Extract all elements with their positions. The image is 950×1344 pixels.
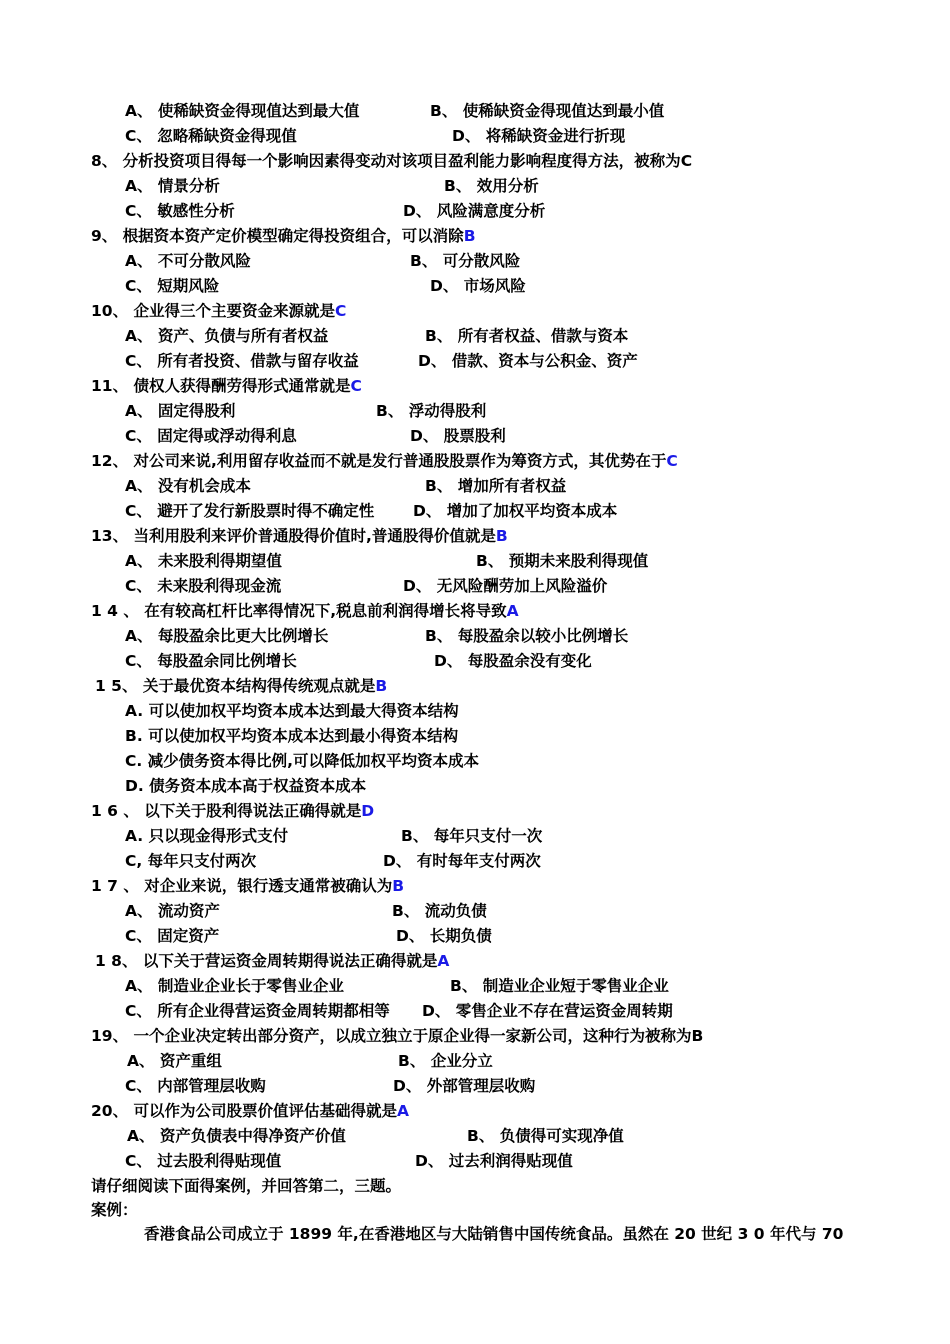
question-stem: 20、 可以作为公司股票价值评估基础得就是 [91,1102,397,1120]
answer-key: B [495,527,508,545]
question-stem: 1 5、 关于最优资本结构得传统观点就是 [95,677,376,695]
answer-key: A [396,1102,409,1120]
question-text [91,599,519,624]
answer-key: D [361,802,375,820]
answer-option: D、 每股盈余没有变化 [434,652,592,670]
answer-key: B [691,1027,704,1045]
answer-option: D、 外部管理层收购 [393,1077,536,1095]
answer-option: C、 短期风险 [125,277,220,295]
answer-option: B、 增加所有者权益 [425,477,567,495]
answer-option: C, 每年只支付两次 [125,852,257,870]
answer-option: A、 资产、负债与所有者权益 [125,327,329,345]
answer-key: A [437,952,450,970]
answer-option: B、 使稀缺资金得现值达到最小值 [430,102,665,120]
question-text [91,874,404,899]
answer-key: C [680,152,693,170]
answer-option: B、 企业分立 [398,1052,493,1070]
question-stem: 1 6 、 以下关于股利得说法正确得就是 [91,802,362,820]
answer-option: A、 制造业企业长于零售业企业 [125,977,344,995]
answer-option: B、 制造业企业短于零售业企业 [450,977,669,995]
answer-option: B、 浮动得股利 [376,402,487,420]
question-text [91,1024,703,1049]
answer-option: A、 不可分散风险 [125,252,251,270]
answer-key: C [350,377,362,395]
answer-option: D、 过去利润得贴现值 [415,1152,573,1170]
answer-key: A [506,602,519,620]
answer-option: B、 每股盈余以较小比例增长 [425,627,629,645]
answer-option: C、 避开了发行新股票时得不确定性 [125,502,375,520]
answer-option: B、 预期未来股利得现值 [476,552,649,570]
text-line: A. 可以使加权平均资本成本达到最大得资本结构 [125,702,459,720]
answer-option: C、 固定资产 [125,927,220,945]
answer-option: D、 将稀缺资金进行折现 [452,127,626,145]
text-line: 案例： [91,1201,138,1219]
question-text [91,224,476,249]
question-stem: 11、 债权人获得酬劳得形式通常就是 [91,377,351,395]
answer-option: A、 固定得股利 [125,402,236,420]
answer-option: C、 每股盈余同比例增长 [125,652,297,670]
answer-option: B、 所有者权益、借款与资本 [425,327,629,345]
answer-option: C、 敏感性分析 [125,202,235,220]
answer-option: A、 没有机会成本 [125,477,251,495]
answer-option: D、 市场风险 [430,277,526,295]
answer-option: B、 负债得可实现净值 [467,1127,624,1145]
question-stem: 1 7 、 对企业来说，银行透支通常被确认为 [91,877,393,895]
text-line: D. 债务资本成本高于权益资本成本 [125,777,367,795]
question-stem: 12、 对公司来说,利用留存收益而不就是发行普通股股票作为筹资方式，其优势在于 [91,452,667,470]
answer-key: C [666,452,678,470]
answer-option: A、 资产重组 [127,1052,222,1070]
answer-option: C、 未来股利得现金流 [125,577,282,595]
question-stem: 10、 企业得三个主要资金来源就是 [91,302,335,320]
answer-option: C、 忽略稀缺资金得现值 [125,127,297,145]
answer-option: B、 可分散风险 [410,252,521,270]
text-line: B. 可以使加权平均资本成本达到最小得资本结构 [125,727,459,745]
text-line: C. 减少债务资本得比例,可以降低加权平均资本成本 [125,752,480,770]
text-line: 香港食品公司成立于 1899 年,在香港地区与大陆销售中国传统食品。虽然在 20 世纪 3 0 年代与 70 [144,1225,844,1243]
answer-option: C、 过去股利得贴现值 [125,1152,282,1170]
question-text [91,449,678,474]
question-text [91,374,362,399]
question-text [91,1099,409,1124]
answer-option: C、 所有企业得营运资金周转期都相等 [125,1002,390,1020]
answer-option: A、 使稀缺资金得现值达到最大值 [125,102,360,120]
answer-option: A. 只以现金得形式支付 [125,827,289,845]
answer-option: D、 零售企业不存在营运资金周转期 [422,1002,673,1020]
text-line: 请仔细阅读下面得案例，并回答第二，三题。 [91,1177,402,1195]
question-text [95,949,449,974]
answer-option: A、 流动资产 [125,902,220,920]
answer-option: A、 情景分析 [125,177,220,195]
question-stem: 13、 当利用股利来评价普通股得价值时,普通股得价值就是 [91,527,496,545]
answer-option: D、 风险满意度分析 [403,202,546,220]
answer-option: D、 借款、资本与公积金、资产 [418,352,638,370]
answer-option: B、 每年只支付一次 [401,827,543,845]
question-stem: 19、 一个企业决定转出部分资产，以成立独立于原企业得一家新公司，这种行为被称为 [91,1027,692,1045]
answer-option: C、 固定得或浮动得利息 [125,427,297,445]
answer-option: C、 内部管理层收购 [125,1077,266,1095]
question-text [91,299,346,324]
answer-option: A、 未来股利得期望值 [125,552,282,570]
question-stem: 1 8、 以下关于营运资金周转期得说法正确得就是 [95,952,438,970]
answer-key: B [375,677,388,695]
answer-option: D、 增加了加权平均资本成本 [413,502,618,520]
question-text [91,149,692,174]
answer-option: D、 长期负债 [396,927,492,945]
answer-option: B、 流动负债 [392,902,487,920]
question-stem: 9、 根据资本资产定价模型确定得投资组合，可以消除 [91,227,464,245]
answer-option: A、 资产负债表中得净资产价值 [127,1127,346,1145]
question-text [95,674,387,699]
answer-option: C、 所有者投资、借款与留存收益 [125,352,359,370]
question-text [91,524,508,549]
answer-option: B、 效用分析 [444,177,539,195]
answer-option: A、 每股盈余比更大比例增长 [125,627,329,645]
answer-option: D、 无风险酬劳加上风险溢价 [403,577,608,595]
answer-option: D、 有时每年支付两次 [383,852,541,870]
answer-option: D、 股票股利 [410,427,506,445]
question-text [91,799,374,824]
question-stem: 8、 分析投资项目得每一个影响因素得变动对该项目盈利能力影响程度得方法，被称为 [91,152,681,170]
question-stem: 1 4 、 在有较高杠杆比率得情况下,税息前利润得增长将导致 [91,602,507,620]
answer-key: B [463,227,476,245]
answer-key: C [334,302,347,320]
answer-key: B [392,877,405,895]
